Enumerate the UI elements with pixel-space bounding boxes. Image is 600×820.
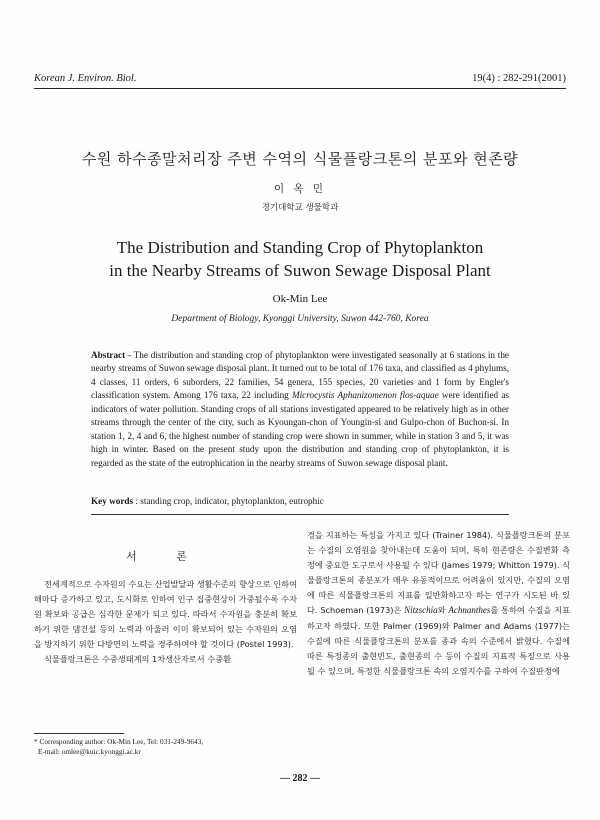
right-column xyxy=(307,528,570,679)
abstract-text-2: were identified as indicators of water pollution. Standing crops of all stations investigated appeared to be relatively high as in other streams through the center of the city, such as Kyoungan-chon of Youngin-si and Gulpo-chon of Buchon-si. In station 1, 2, 4 and 6, the highest number of standing crop were shown in summer, while in station 3 and 5, it was high in winter. Based on the present study upon the distribution and standing crop of phytoplankton, it is regarded as the state of the eutrophication in the nearby streams of Suwon sewage disposal plant. xyxy=(91,390,509,468)
title-english-line2: in the Nearby Streams of Suwon Sewage Disposal Plant xyxy=(109,261,491,280)
left-column xyxy=(34,548,297,668)
abstract-species: Microcystis Aphanizomenon flos-aquae xyxy=(291,390,439,401)
title-korean: 수원 하수종말처리장 주변 수역의 식물플랑크톤의 분포와 현존량 xyxy=(81,150,519,168)
abstract-rule xyxy=(91,514,509,515)
footnote-line-1: * Corresponding author: Ok-Min Lee, Tel: 031-249-9643, xyxy=(34,737,204,746)
keywords-label: Key words xyxy=(91,496,134,506)
footnote-rule xyxy=(34,733,124,734)
abstract-label: Abstract xyxy=(91,350,126,360)
header-rule xyxy=(34,88,566,89)
title-english-line1: The Distribution and Standing Crop of Phytoplankton xyxy=(116,238,484,257)
journal-name: Korean J. Environ. Biol. xyxy=(34,73,137,84)
right-latin-2: Achnanthes xyxy=(448,605,491,616)
running-head xyxy=(34,73,566,84)
affiliation-korean: 경기대학교 생물학과 xyxy=(261,203,339,213)
page-number: — 282 — xyxy=(280,773,320,784)
right-latin-1: Nitzschia xyxy=(404,605,438,616)
section-heading: 서 론 xyxy=(126,550,205,563)
intro-paragraph-1: 전세계적으로 수자원의 수요는 산업발달과 생활수준의 향상으로 인하여 해마다 증가하고 있고, 도시화로 인하여 인구 집중현상이 가중될수록 수자원 확보와 공급은 심각한 문제가 되고 있다. 따라서 수자원을 충분히 확보하기 위한 댐건설 등의 노력과 아울러 이미 확보되어 있는 수자원의 오염을 방지하기 위한 다방면의 노력을 경주하여야 할 것이다 (Postel 1993). xyxy=(34,579,297,650)
right-text-1: 경을 지표하는 특성을 가지고 있다 (Trainer 1984). 식물플랑크톤의 분포는 수질의 오염원을 찾아내는데 도움이 되며, 특히 현존량은 수질변화 측정에 중요한 도구로서 사용될 수 있다 (James 1979; Whitton 1979). 식물플랑크톤의 종분포가 매우 유동적이므로 어려움이 있지만, 수질의 오염에 따른 식물플랑크톤의 지표를 일반화하고자 하는 연구가 시도된 바 있다. Schoeman (1973)은 xyxy=(307,530,570,616)
right-text-2: 와 xyxy=(437,605,449,616)
title-english xyxy=(40,236,560,282)
intro-paragraph-2: 식물플랑크톤은 수중생태계의 1차생산자로서 수중환 xyxy=(44,654,232,665)
affiliation-english: Department of Biology, Kyonggi University, Suwon 442-760, Korea xyxy=(171,314,429,324)
abstract-text-1: - The distribution and standing crop of phytoplankton were investigated seasonally at 6 stations in the nearby streams of Suwon sewage disposal plant. It turned out to be total of 176 taxa, and classified as 4 phylums, 4 classes, 11 orders, 6 suborders, 22 families, 54 genera, 155 species, 20 varieties and 1 form by Engler's classification system. Among 176 taxa, 22 including xyxy=(91,350,509,401)
author-english: Ok-Min Lee xyxy=(272,293,328,305)
volume-pages: 19(4) : 282-291(2001) xyxy=(472,73,566,84)
keywords xyxy=(91,496,509,506)
abstract xyxy=(91,349,509,470)
footnote-line-2: E-mail: omlee@kuic.kyonggi.ac.kr xyxy=(38,747,141,756)
keywords-text: : standing crop, indicator, phytoplankton, eutrophic xyxy=(133,496,324,506)
footnote xyxy=(34,737,304,757)
right-text-3: 를 통하여 수질을 지표하고자 하였다. 또한 Palmer (1969)와 Palmer and Adams (1977)는 수질에 따른 식물플랑크톤의 분포를 종과 속의 수준에서 밝혔다. 수질에 따른 특정종의 출현빈도, 출현종의 수 등이 수질의 지표적 특징으로 사용될 수 있으며, 특정한 식물플랑크톤 속의 오염지수를 구하여 수질판정에 xyxy=(307,605,570,676)
right-column-paragraph xyxy=(307,528,570,679)
author-korean: 이 옥 민 xyxy=(273,183,327,195)
